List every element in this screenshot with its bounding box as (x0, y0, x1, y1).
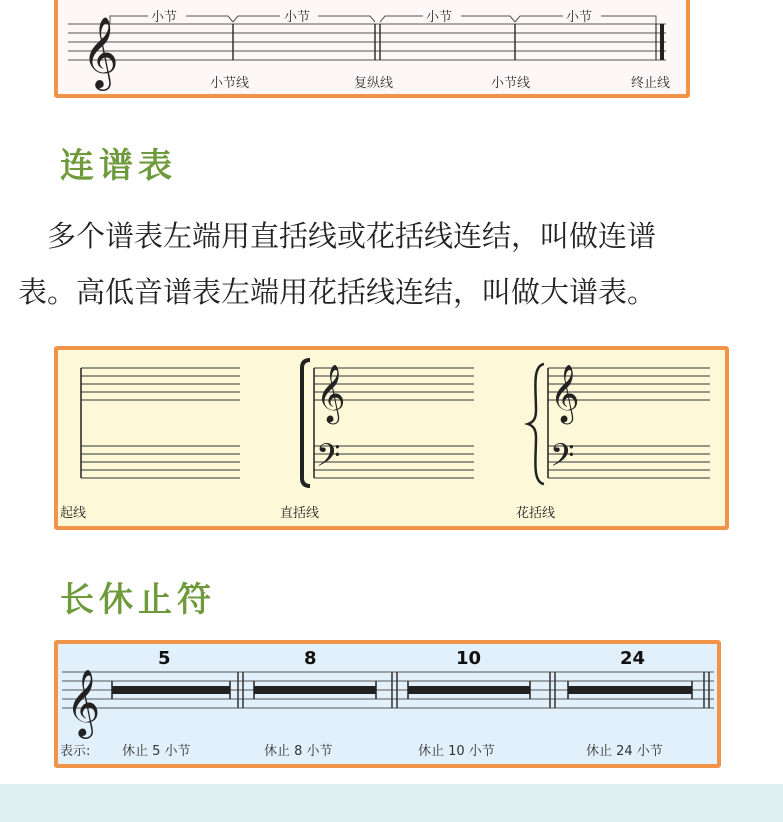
rest-count-label: 8 (304, 648, 317, 669)
multi-rest-bar (568, 686, 692, 694)
measure-label: 小节 (284, 10, 311, 25)
multi-rest-bar (408, 686, 530, 694)
rest-caption: 休止 24 小节 (586, 744, 663, 759)
rest-caption: 休止 10 小节 (418, 744, 495, 759)
multi-rest-bar (112, 686, 230, 694)
measure-label: 小节 (426, 10, 453, 25)
legend-prefix: 表示: (60, 744, 91, 759)
final-barline-label: 终止线 (631, 76, 671, 91)
double-barline-label: 复纵线 (354, 76, 394, 91)
measure-label: 小节 (566, 10, 593, 25)
section-title-changxiuzhifu: 长休止符 (60, 580, 216, 620)
staff-system-diagram (58, 350, 725, 526)
rest-count-label: 5 (158, 648, 171, 669)
barline-label: 小节线 (491, 76, 531, 91)
straight-bracket-icon (302, 360, 310, 486)
treble-clef-icon: 𝄞 (316, 364, 346, 422)
barline-label: 小节线 (210, 76, 250, 91)
rest-caption: 休止 8 小节 (264, 744, 333, 759)
treble-clef-icon: 𝄞 (82, 15, 119, 88)
treble-clef-icon: 𝄞 (550, 364, 580, 422)
paragraph-line-2: 表。高低音谱表左端用花括线连结，叫做大谱表。 (18, 275, 657, 309)
rest-count-label: 10 (456, 648, 482, 669)
paragraph-line-1: 多个谱表左端用直括线或花括线连结，叫做连谱 (18, 219, 657, 253)
measure-diagram-panel (54, 0, 690, 98)
measure-label: 小节 (151, 10, 178, 25)
rest-count-label: 24 (620, 648, 646, 669)
multi-rest-bar (254, 686, 376, 694)
multi-rest-panel (54, 640, 721, 768)
curly-brace-label: 花括线 (516, 506, 556, 521)
staff-system-panel (54, 346, 729, 530)
straight-bracket-label: 直括线 (280, 506, 320, 521)
system-line-label: 起线 (60, 506, 87, 521)
curly-brace-icon (528, 364, 544, 484)
bass-clef-icon: 𝄢 (316, 437, 341, 481)
bottom-band (0, 784, 783, 822)
rest-caption: 休止 5 小节 (122, 744, 191, 759)
section-title-lianpubiao: 连谱表 (60, 146, 177, 186)
final-barline-thick (660, 24, 664, 60)
treble-clef-icon: 𝄞 (66, 668, 101, 736)
bass-clef-icon: 𝄢 (550, 437, 575, 481)
